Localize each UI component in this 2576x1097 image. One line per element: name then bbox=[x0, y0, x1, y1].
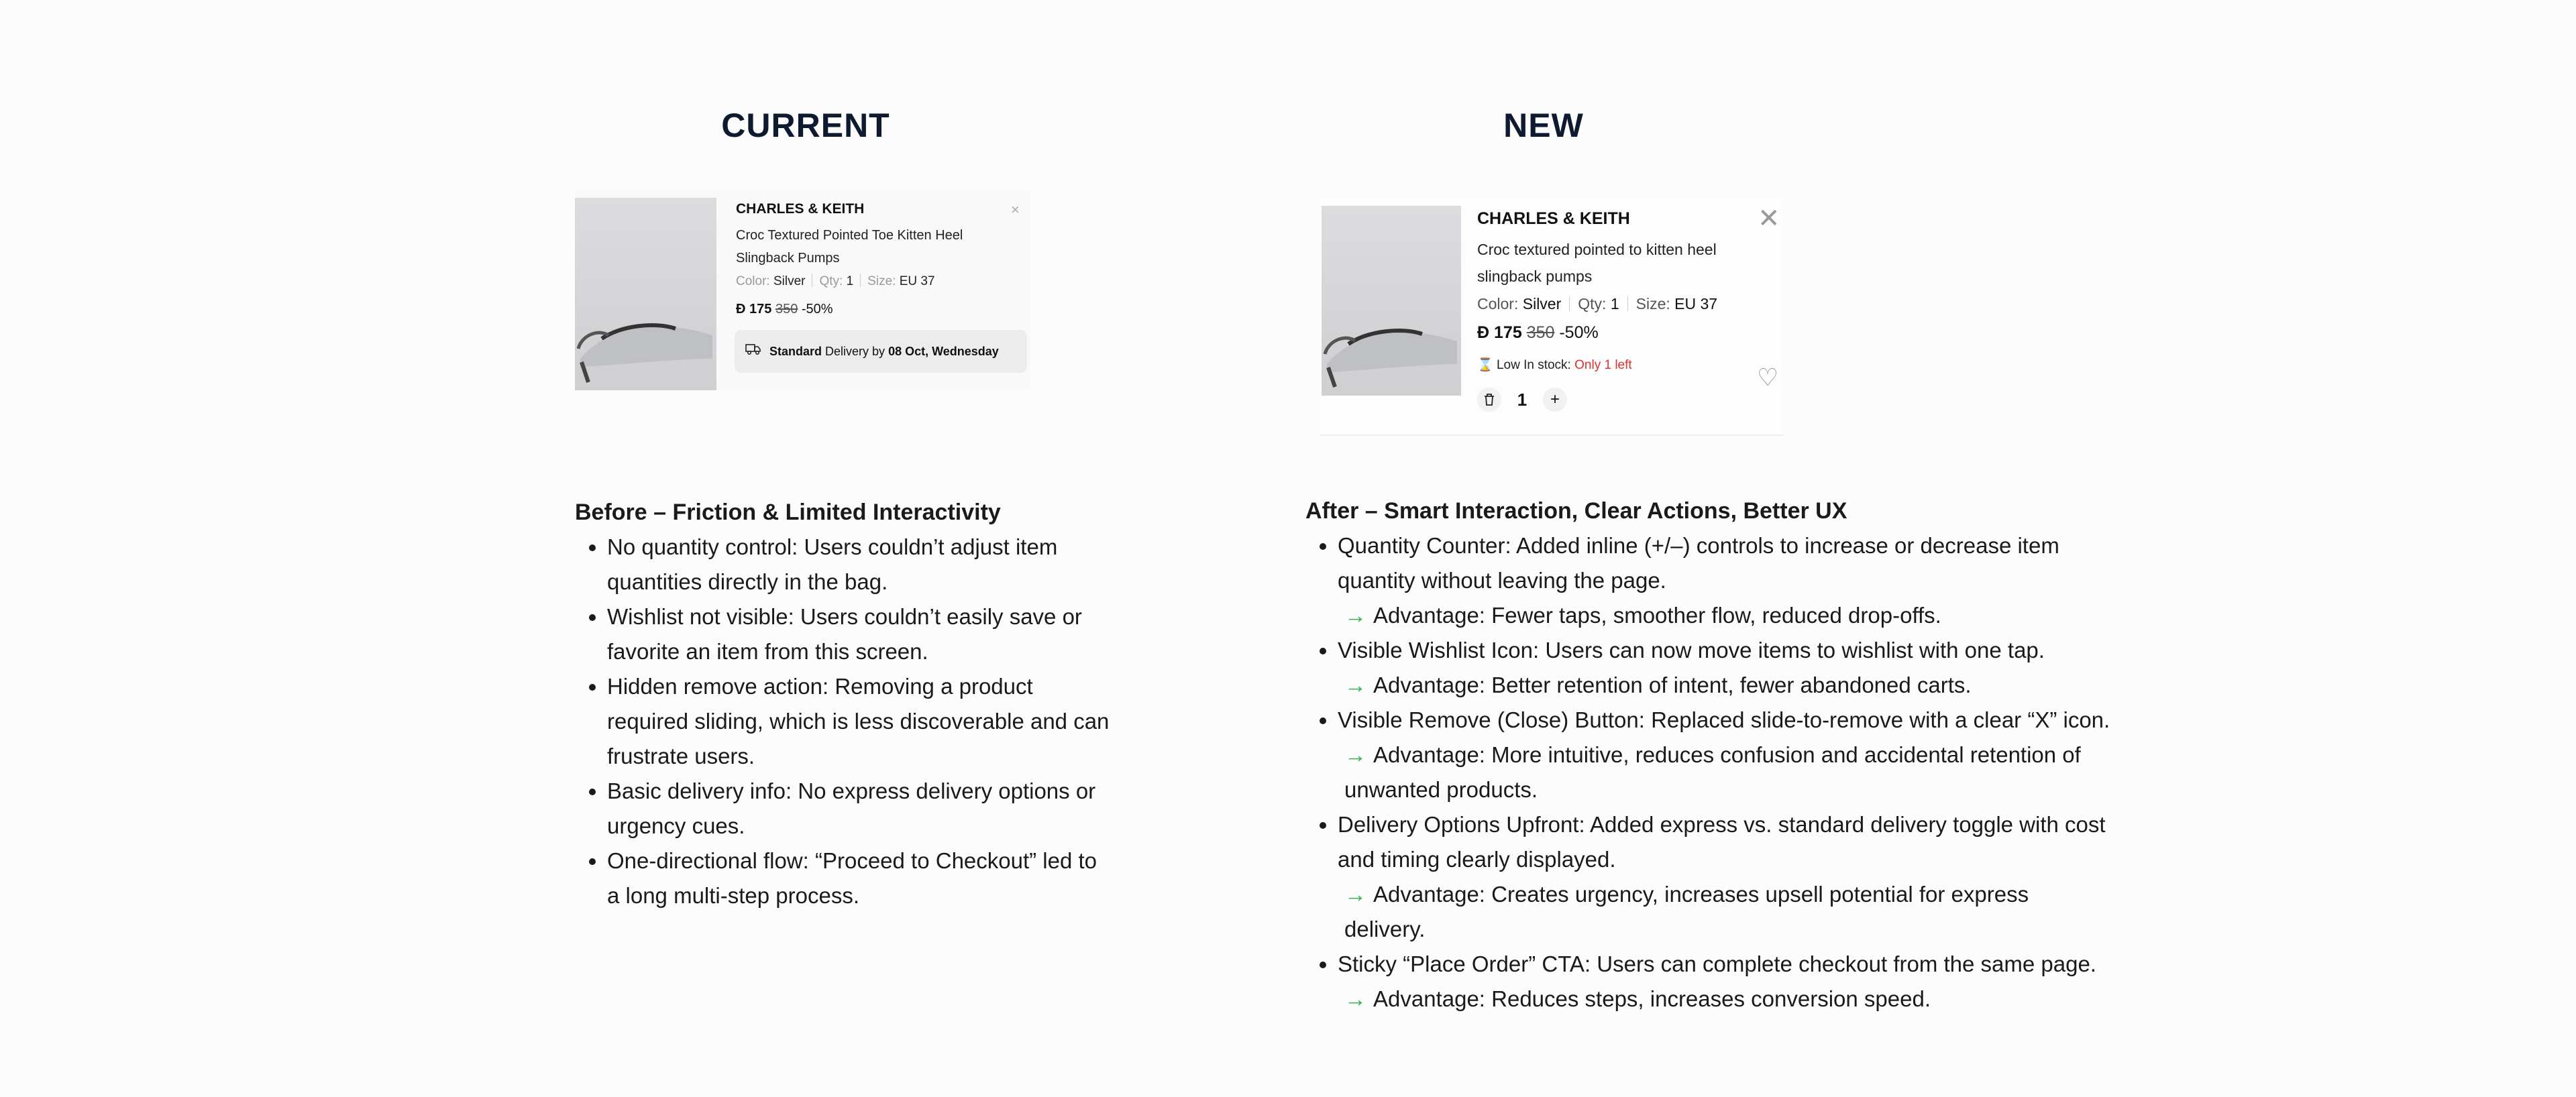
advantage-text: Advantage: Creates urgency, increases upsell potential for express delivery. bbox=[1344, 882, 2029, 941]
trash-icon[interactable] bbox=[1477, 388, 1501, 412]
arrow-right-icon: → bbox=[1344, 986, 1366, 1011]
quantity-value: 1 bbox=[1517, 389, 1527, 410]
product-name: Croc Textured Pointed Toe Kitten Heel Slingback Pumps bbox=[736, 228, 963, 266]
size-label: Size: bbox=[867, 274, 896, 288]
product-name: Croc textured pointed to kitten heel slingback pumps bbox=[1477, 241, 1717, 285]
truck-icon bbox=[745, 343, 761, 359]
list-item bbox=[1338, 703, 2110, 807]
stock-label: Low In stock: bbox=[1496, 358, 1571, 372]
before-list bbox=[575, 530, 1112, 913]
list-item bbox=[1338, 528, 2110, 633]
arrow-right-icon: → bbox=[1344, 742, 1366, 767]
new-column-title: NEW bbox=[1503, 107, 1584, 144]
stock-value: Only 1 left bbox=[1574, 358, 1632, 372]
delivery-date: 08 Oct, Wednesday bbox=[888, 344, 999, 358]
delivery-type: Standard bbox=[769, 344, 822, 358]
current-column-title: CURRENT bbox=[721, 107, 890, 144]
item-text: Delivery Options Upfront: Added express vs. standard delivery toggle with cost and timing clearly displayed. bbox=[1338, 812, 2106, 872]
sale-price: 175 bbox=[749, 302, 772, 316]
hourglass-icon: ⌛ bbox=[1477, 358, 1493, 372]
after-list bbox=[1305, 528, 2110, 1017]
advantage-line bbox=[1338, 738, 2110, 807]
product-attributes bbox=[1477, 295, 1717, 313]
stock-status bbox=[1477, 357, 1632, 373]
sale-price: 175 bbox=[1494, 323, 1522, 342]
price-row bbox=[736, 302, 833, 317]
discount-badge: -50% bbox=[1559, 323, 1599, 342]
list-item bbox=[1338, 633, 2110, 703]
arrow-right-icon: → bbox=[1344, 882, 1366, 907]
close-icon[interactable]: ✕ bbox=[1758, 204, 1780, 233]
color-value: Silver bbox=[773, 274, 806, 288]
close-icon[interactable]: × bbox=[1011, 201, 1020, 218]
size-value: EU 37 bbox=[1674, 295, 1718, 312]
before-notes bbox=[575, 495, 1112, 913]
advantage-text: Advantage: Reduces steps, increases conversion speed. bbox=[1373, 986, 1931, 1011]
item-text: Visible Wishlist Icon: Users can now move items to wishlist with one tap. bbox=[1338, 638, 2045, 662]
qty-label: Qty: bbox=[819, 274, 843, 288]
color-label: Color: bbox=[736, 274, 770, 288]
list-item: • Hidden remove action: Removing a product required sliding, which is less discoverable and can frustrate users. bbox=[607, 669, 1112, 774]
original-price: 350 bbox=[1526, 323, 1555, 342]
before-heading: Before – Friction & Limited Interactivity bbox=[575, 500, 1001, 525]
product-attributes bbox=[736, 274, 935, 289]
advantage-line bbox=[1338, 982, 2110, 1017]
after-notes bbox=[1305, 494, 2110, 1017]
size-label: Size: bbox=[1635, 295, 1670, 312]
brand-name: CHARLES & KEITH bbox=[736, 201, 865, 217]
advantage-text: Advantage: Better retention of intent, fewer abandoned carts. bbox=[1373, 673, 1972, 697]
delivery-text: Delivery by bbox=[825, 344, 885, 358]
wishlist-heart-icon[interactable]: ♡ bbox=[1757, 363, 1779, 391]
advantage-line bbox=[1338, 668, 2110, 703]
arrow-right-icon: → bbox=[1344, 673, 1366, 697]
qty-value: 1 bbox=[846, 274, 854, 288]
list-item: • No quantity control: Users couldn’t adjust item quantities directly in the bag. bbox=[607, 530, 1112, 599]
advantage-line bbox=[1338, 598, 2110, 633]
arrow-right-icon: → bbox=[1344, 603, 1366, 628]
item-text: Sticky “Place Order” CTA: Users can complete checkout from the same page. bbox=[1338, 951, 2096, 976]
after-heading: After – Smart Interaction, Clear Actions, Better UX bbox=[1305, 498, 1847, 524]
currency-symbol: Đ bbox=[1477, 323, 1490, 342]
currency-symbol: Đ bbox=[736, 302, 746, 316]
advantage-text: Advantage: More intuitive, reduces confusion and accidental retention of unwanted products. bbox=[1344, 742, 2081, 802]
qty-value: 1 bbox=[1610, 295, 1619, 312]
size-value: EU 37 bbox=[899, 274, 935, 288]
delivery-info bbox=[735, 330, 1027, 373]
new-bag-item-card bbox=[1320, 198, 1783, 436]
color-value: Silver bbox=[1522, 295, 1562, 312]
list-item: • Wishlist not visible: Users couldn’t easily save or favorite an item from this screen. bbox=[607, 599, 1112, 669]
list-item: • One-directional flow: “Proceed to Checkout” led to a long multi-step process. bbox=[607, 844, 1112, 913]
price-row bbox=[1477, 323, 1599, 343]
list-item bbox=[1338, 947, 2110, 1017]
discount-badge: -50% bbox=[801, 302, 833, 316]
product-image bbox=[575, 198, 716, 390]
product-image bbox=[1322, 206, 1461, 396]
item-text: Visible Remove (Close) Button: Replaced slide-to-remove with a clear “X” icon. bbox=[1338, 707, 2110, 732]
advantage-line bbox=[1338, 877, 2110, 947]
advantage-text: Advantage: Fewer taps, smoother flow, reduced drop-offs. bbox=[1373, 603, 1941, 628]
item-text: Quantity Counter: Added inline (+/–) controls to increase or decrease item quantity without leaving the page. bbox=[1338, 533, 2059, 593]
current-bag-item-card bbox=[575, 189, 1031, 390]
original-price: 350 bbox=[775, 302, 798, 316]
quantity-stepper bbox=[1477, 388, 1567, 412]
list-item bbox=[1338, 807, 2110, 947]
plus-button[interactable]: + bbox=[1543, 388, 1567, 412]
brand-name: CHARLES & KEITH bbox=[1477, 209, 1630, 228]
qty-label: Qty: bbox=[1578, 295, 1607, 312]
list-item: • Basic delivery info: No express delivery options or urgency cues. bbox=[607, 774, 1112, 844]
color-label: Color: bbox=[1477, 295, 1519, 312]
